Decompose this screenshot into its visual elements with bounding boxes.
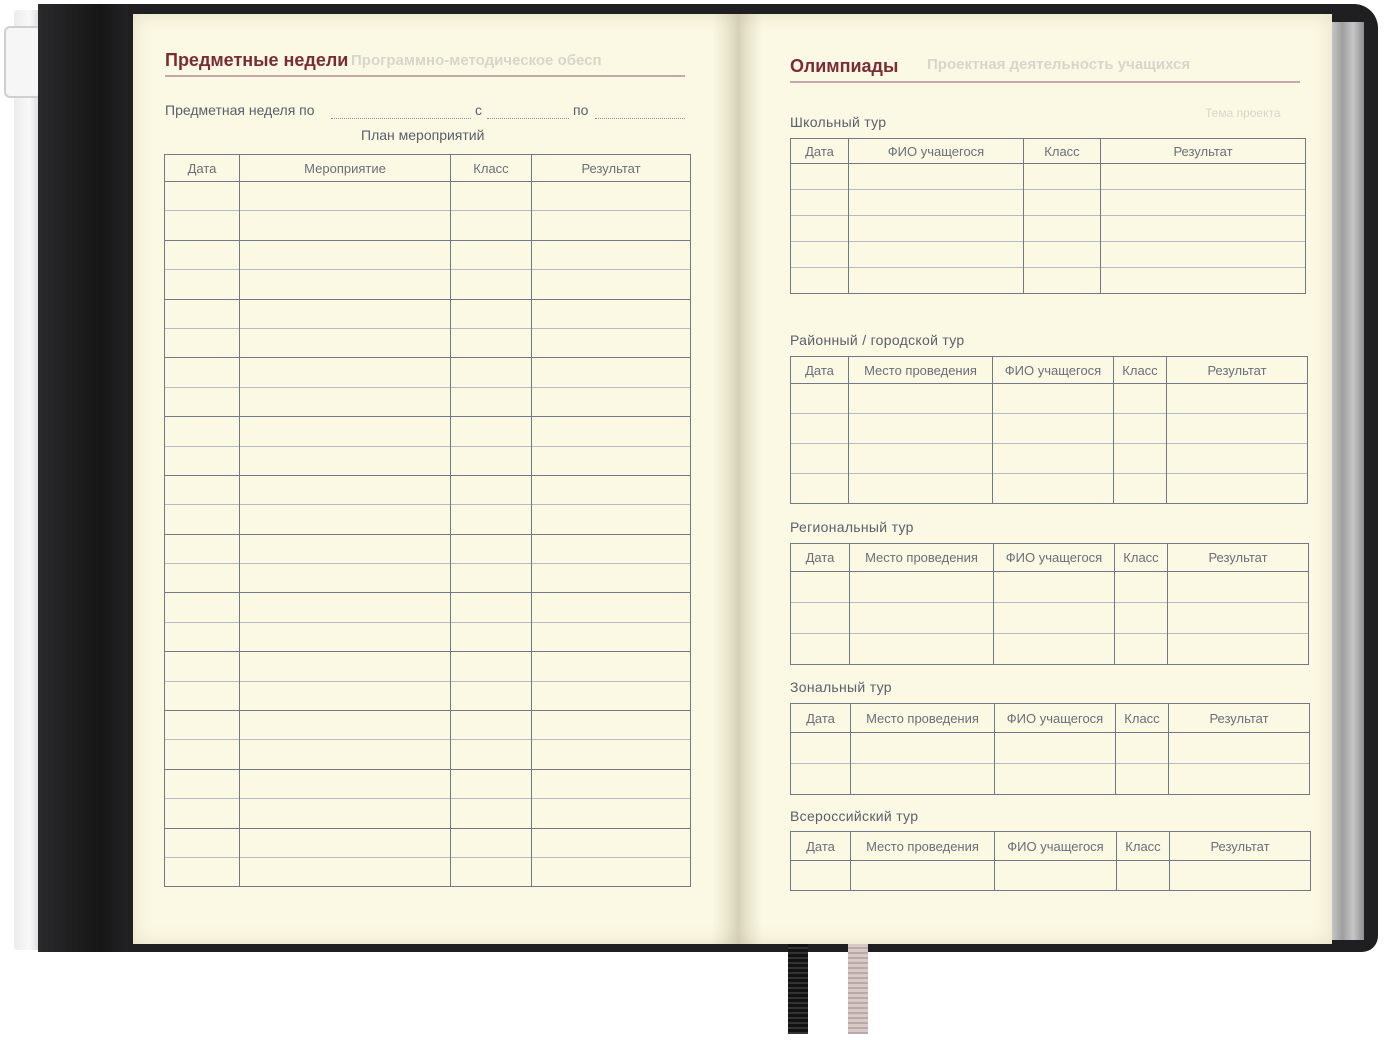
page-title-subject-weeks: Предметные недели (165, 50, 349, 70)
table-cell[interactable] (532, 505, 691, 534)
table-cell[interactable] (791, 164, 849, 190)
table-cell[interactable] (532, 270, 691, 299)
table-cell[interactable] (849, 414, 993, 444)
table-cell[interactable] (451, 681, 532, 710)
table-cell[interactable] (1116, 764, 1169, 795)
table-cell[interactable] (995, 861, 1117, 891)
table-cell[interactable] (993, 414, 1114, 444)
table-cell[interactable] (451, 711, 532, 740)
table-cell[interactable] (240, 711, 451, 740)
table-cell[interactable] (240, 299, 451, 328)
show-through-title-right: Проектная деятельность учащихся (927, 56, 1191, 73)
table-cell[interactable] (451, 299, 532, 328)
table-row[interactable] (165, 828, 691, 857)
table-cell[interactable] (451, 622, 532, 651)
table-row[interactable] (165, 270, 691, 299)
table-cell[interactable] (851, 764, 995, 795)
table-cell[interactable] (240, 564, 451, 593)
table-cell[interactable] (1169, 764, 1310, 795)
table-cell[interactable] (240, 446, 451, 475)
table-cell[interactable] (1024, 190, 1101, 216)
table-cell[interactable] (165, 475, 240, 504)
col-class: Класс (451, 155, 532, 182)
table-row[interactable] (791, 861, 1311, 891)
table-cell[interactable] (994, 634, 1115, 665)
col-date: Дата (791, 704, 851, 733)
table-cell[interactable] (240, 622, 451, 651)
table-cell[interactable] (532, 564, 691, 593)
page-title-olympiads: Олимпиады (790, 56, 899, 76)
table-row[interactable] (165, 240, 691, 269)
table-cell[interactable] (791, 764, 851, 795)
table-cell[interactable] (849, 444, 993, 474)
col-date: Дата (165, 155, 240, 182)
table-row[interactable] (791, 164, 1306, 190)
table-cell[interactable] (1115, 634, 1168, 665)
table-cell[interactable] (791, 634, 850, 665)
table-cell[interactable] (1115, 603, 1168, 634)
table-cell[interactable] (165, 740, 240, 769)
table-cell[interactable] (240, 475, 451, 504)
table-row[interactable] (165, 681, 691, 710)
table-cell[interactable] (532, 387, 691, 416)
table-cell[interactable] (850, 572, 994, 603)
table-cell[interactable] (532, 622, 691, 651)
table-row[interactable] (165, 387, 691, 416)
table-cell[interactable] (1114, 444, 1167, 474)
table-cell[interactable] (994, 572, 1115, 603)
table-cell[interactable] (1168, 572, 1309, 603)
table-row[interactable] (791, 216, 1306, 242)
subject-week-label: Предметная неделя по (165, 102, 315, 118)
table-cell[interactable] (1117, 861, 1170, 891)
table-row[interactable] (165, 299, 691, 328)
to-label: по (573, 102, 589, 118)
show-through-title-left: Программно-методическое обесп (351, 52, 602, 69)
table-cell[interactable] (165, 711, 240, 740)
col-result: Результат (1168, 544, 1309, 572)
table-row[interactable] (791, 190, 1306, 216)
table-cell[interactable] (451, 828, 532, 857)
table-cell[interactable] (1115, 572, 1168, 603)
table-cell[interactable] (1024, 164, 1101, 190)
table-cell[interactable] (995, 733, 1116, 764)
col-venue: Место проведения (850, 544, 994, 572)
table-regional-round (790, 543, 1309, 665)
table-row[interactable] (165, 358, 691, 387)
table-cell[interactable] (1024, 242, 1101, 268)
table-cell[interactable] (451, 534, 532, 563)
table-cell[interactable] (1101, 268, 1306, 294)
table-cell[interactable] (240, 828, 451, 857)
table-cell[interactable] (532, 211, 691, 240)
table-cell[interactable] (791, 384, 849, 414)
table-cell[interactable] (165, 622, 240, 651)
table-row[interactable] (165, 857, 691, 886)
table-cell[interactable] (532, 328, 691, 357)
table-cell[interactable] (850, 634, 994, 665)
table-cell[interactable] (451, 387, 532, 416)
table-cell[interactable] (451, 652, 532, 681)
table-row[interactable] (165, 211, 691, 240)
col-date: Дата (791, 139, 849, 164)
table-row[interactable] (165, 505, 691, 534)
table-cell[interactable] (1101, 242, 1306, 268)
table-cell[interactable] (791, 216, 849, 242)
from-date-field[interactable] (487, 118, 569, 119)
table-cell[interactable] (165, 358, 240, 387)
table-cell[interactable] (1114, 414, 1167, 444)
table-cell[interactable] (165, 505, 240, 534)
table-cell[interactable] (532, 652, 691, 681)
col-class: Класс (1115, 544, 1168, 572)
table-cell[interactable] (240, 652, 451, 681)
table-row[interactable] (165, 417, 691, 446)
table-cell[interactable] (451, 328, 532, 357)
grey-bookmark-ribbon[interactable] (848, 944, 868, 1034)
table-cell[interactable] (851, 733, 995, 764)
table-cell[interactable] (240, 417, 451, 446)
table-cell[interactable] (451, 182, 532, 211)
table-row[interactable] (165, 446, 691, 475)
table-cell[interactable] (451, 417, 532, 446)
table-cell[interactable] (532, 358, 691, 387)
table-cell[interactable] (165, 270, 240, 299)
table-cell[interactable] (240, 740, 451, 769)
table-cell[interactable] (532, 475, 691, 504)
col-venue: Место проведения (849, 357, 993, 384)
section-label-national: Всероссийский тур (790, 808, 919, 824)
pen-clip (4, 26, 42, 98)
title-underline-right (790, 81, 1300, 83)
table-cell[interactable] (1167, 444, 1308, 474)
col-class: Класс (1116, 704, 1169, 733)
table-cell[interactable] (532, 681, 691, 710)
section-label-school: Школьный тур (790, 114, 887, 130)
table-row[interactable] (165, 475, 691, 504)
table-cell[interactable] (165, 652, 240, 681)
col-date: Дата (791, 544, 850, 572)
table-cell[interactable] (451, 505, 532, 534)
table-cell[interactable] (1101, 190, 1306, 216)
col-date: Дата (791, 832, 851, 861)
col-class: Класс (1114, 357, 1167, 384)
table-row[interactable] (165, 534, 691, 563)
table-cell[interactable] (791, 861, 851, 891)
table-cell[interactable] (849, 384, 993, 414)
table-cell[interactable] (165, 182, 240, 211)
table-cell[interactable] (451, 857, 532, 886)
table-cell[interactable] (791, 603, 850, 634)
col-event: Мероприятие (240, 155, 451, 182)
table-cell[interactable] (240, 505, 451, 534)
cover-spine-strip (38, 4, 128, 952)
table-cell[interactable] (451, 446, 532, 475)
book-gutter (712, 14, 762, 944)
table-cell[interactable] (532, 799, 691, 828)
table-cell[interactable] (240, 328, 451, 357)
table-cell[interactable] (1168, 634, 1309, 665)
table-cell[interactable] (240, 387, 451, 416)
col-student-name: ФИО учащегося (994, 544, 1115, 572)
table-cell[interactable] (849, 164, 1024, 190)
col-student-name: ФИО учащегося (993, 357, 1114, 384)
table-row[interactable] (165, 564, 691, 593)
table-cell[interactable] (165, 564, 240, 593)
table-cell[interactable] (451, 769, 532, 798)
events-plan-table (164, 154, 691, 887)
table-cell[interactable] (165, 211, 240, 240)
table-row[interactable] (791, 474, 1308, 504)
col-result: Результат (532, 155, 691, 182)
col-result: Результат (1170, 832, 1311, 861)
table-cell[interactable] (240, 240, 451, 269)
table-cell[interactable] (532, 769, 691, 798)
table-row[interactable] (791, 634, 1309, 665)
col-class: Класс (1024, 139, 1101, 164)
table-cell[interactable] (849, 190, 1024, 216)
table-cell[interactable] (791, 733, 851, 764)
show-through-subtitle-right: Тема проекта (1205, 106, 1281, 120)
table-cell[interactable] (849, 242, 1024, 268)
table-cell[interactable] (165, 769, 240, 798)
table-cell[interactable] (451, 240, 532, 269)
table-cell[interactable] (791, 190, 849, 216)
table-row[interactable] (791, 414, 1308, 444)
table-cell[interactable] (995, 764, 1116, 795)
table-cell[interactable] (791, 242, 849, 268)
col-student-name: ФИО учащегося (849, 139, 1024, 164)
col-student-name: ФИО учащегося (995, 704, 1116, 733)
subject-week-field[interactable] (331, 118, 471, 119)
table-cell[interactable] (532, 446, 691, 475)
col-venue: Место проведения (851, 704, 995, 733)
col-student-name: ФИО учащегося (995, 832, 1117, 861)
table-cell[interactable] (240, 534, 451, 563)
table-cell[interactable] (1024, 216, 1101, 242)
table-cell[interactable] (451, 475, 532, 504)
table-cell[interactable] (451, 564, 532, 593)
section-label-regional: Региональный тур (790, 519, 914, 535)
table-row[interactable] (165, 711, 691, 740)
left-page (133, 14, 737, 944)
table-cell[interactable] (791, 268, 849, 294)
table-row[interactable] (791, 572, 1309, 603)
table-cell[interactable] (1116, 733, 1169, 764)
col-date: Дата (791, 357, 849, 384)
table-row[interactable] (791, 733, 1310, 764)
table-row[interactable] (791, 764, 1310, 795)
right-page (737, 14, 1332, 944)
table-cell[interactable] (1114, 384, 1167, 414)
table-cell[interactable] (532, 857, 691, 886)
table-cell[interactable] (791, 444, 849, 474)
table-cell[interactable] (850, 603, 994, 634)
table-row[interactable] (165, 622, 691, 651)
table-cell[interactable] (993, 384, 1114, 414)
table-cell[interactable] (165, 534, 240, 563)
table-row[interactable] (165, 799, 691, 828)
table-row[interactable] (165, 328, 691, 357)
table-cell[interactable] (165, 799, 240, 828)
table-row[interactable] (791, 444, 1308, 474)
clear-pocket (14, 10, 40, 950)
table-school-round (790, 138, 1306, 294)
table-cell[interactable] (849, 268, 1024, 294)
table-district-round (790, 356, 1308, 504)
table-cell[interactable] (240, 182, 451, 211)
table-cell[interactable] (451, 593, 532, 622)
col-result: Результат (1101, 139, 1306, 164)
table-cell[interactable] (240, 769, 451, 798)
table-cell[interactable] (791, 572, 850, 603)
table-zonal-round (790, 703, 1310, 795)
table-cell[interactable] (532, 534, 691, 563)
col-class: Класс (1117, 832, 1170, 861)
table-row[interactable] (791, 384, 1308, 414)
table-cell[interactable] (240, 799, 451, 828)
table-cell[interactable] (851, 861, 995, 891)
table-cell[interactable] (165, 828, 240, 857)
black-bookmark-ribbon[interactable] (788, 944, 808, 1034)
table-cell[interactable] (791, 414, 849, 444)
title-underline (165, 75, 685, 77)
table-cell[interactable] (451, 211, 532, 240)
table-cell[interactable] (451, 358, 532, 387)
table-cell[interactable] (1169, 733, 1310, 764)
table-cell[interactable] (994, 603, 1115, 634)
table-cell[interactable] (1024, 268, 1101, 294)
table-cell[interactable] (165, 387, 240, 416)
table-row[interactable] (165, 593, 691, 622)
table-cell[interactable] (165, 857, 240, 886)
table-cell[interactable] (993, 474, 1114, 504)
table-row[interactable] (165, 182, 691, 211)
table-cell[interactable] (993, 444, 1114, 474)
table-cell[interactable] (165, 446, 240, 475)
table-cell[interactable] (451, 740, 532, 769)
table-row[interactable] (791, 242, 1306, 268)
table-cell[interactable] (165, 299, 240, 328)
table-cell[interactable] (165, 328, 240, 357)
table-cell[interactable] (849, 216, 1024, 242)
table-row[interactable] (165, 652, 691, 681)
table-cell[interactable] (240, 593, 451, 622)
table-cell[interactable] (451, 270, 532, 299)
table-row[interactable] (165, 740, 691, 769)
section-label-zonal: Зональный тур (790, 679, 892, 695)
table-cell[interactable] (165, 593, 240, 622)
to-date-field[interactable] (595, 118, 685, 119)
table-cell[interactable] (451, 799, 532, 828)
col-result: Результат (1169, 704, 1310, 733)
section-label-district: Районный / городской тур (790, 332, 965, 348)
table-cell[interactable] (1101, 216, 1306, 242)
table-cell[interactable] (165, 681, 240, 710)
table-row[interactable] (165, 769, 691, 798)
table-cell[interactable] (532, 711, 691, 740)
table-cell[interactable] (532, 828, 691, 857)
table-cell[interactable] (532, 740, 691, 769)
col-venue: Место проведения (851, 832, 995, 861)
table-cell[interactable] (532, 593, 691, 622)
table-cell[interactable] (532, 240, 691, 269)
col-result: Результат (1167, 357, 1308, 384)
table-cell[interactable] (240, 681, 451, 710)
table-cell[interactable] (1114, 474, 1167, 504)
table-cell[interactable] (849, 474, 993, 504)
table-cell[interactable] (1170, 861, 1311, 891)
table-cell[interactable] (1101, 164, 1306, 190)
page-block-edge (1328, 22, 1364, 940)
table-cell[interactable] (532, 299, 691, 328)
table-cell[interactable] (240, 857, 451, 886)
table-cell[interactable] (1168, 603, 1309, 634)
table-national-round (790, 831, 1311, 891)
table-cell[interactable] (165, 417, 240, 446)
table-cell[interactable] (1167, 384, 1308, 414)
table-cell[interactable] (240, 270, 451, 299)
table-cell[interactable] (165, 240, 240, 269)
table-cell[interactable] (532, 182, 691, 211)
table-cell[interactable] (1167, 414, 1308, 444)
table-row[interactable] (791, 603, 1309, 634)
table-cell[interactable] (1167, 474, 1308, 504)
table-row[interactable] (791, 268, 1306, 294)
table-cell[interactable] (240, 358, 451, 387)
table-cell[interactable] (240, 211, 451, 240)
table-cell[interactable] (532, 417, 691, 446)
table-cell[interactable] (791, 474, 849, 504)
from-label: с (475, 102, 482, 118)
events-plan-heading: План мероприятий (361, 127, 485, 143)
